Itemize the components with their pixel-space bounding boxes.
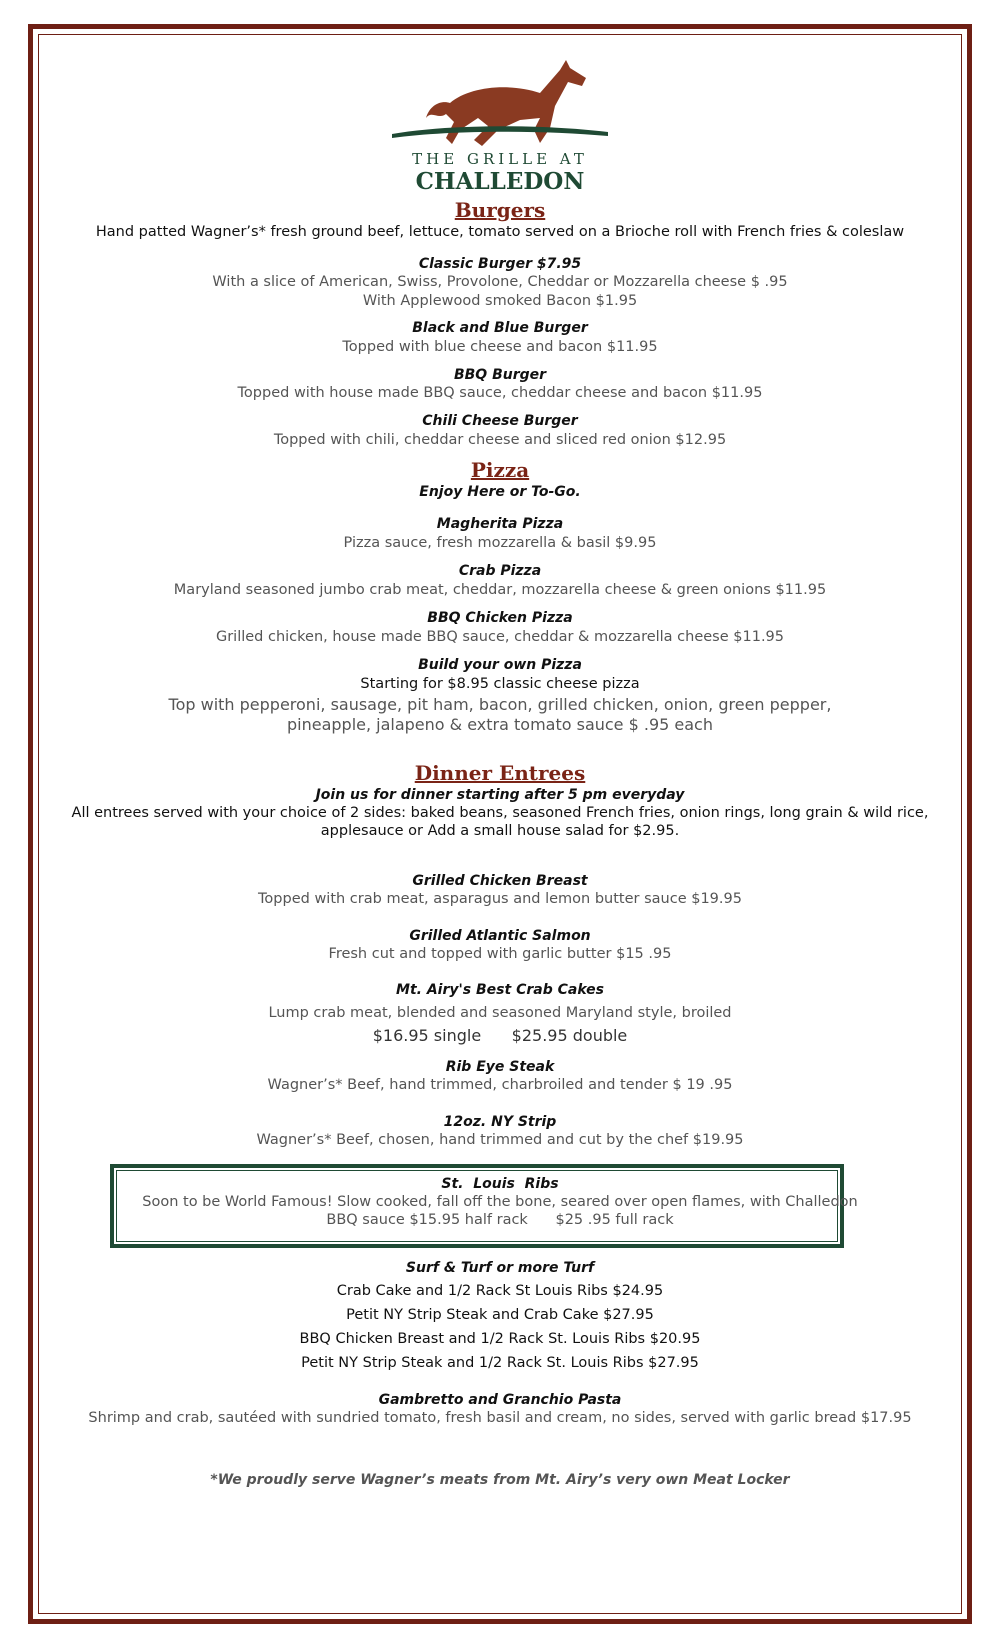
crab-pizza-name: Crab Pizza [458, 563, 542, 579]
dinner-intro-1: All entrees served with your choice of 2 sides: baked beans, seasoned French fries, onion rings, long grain & wild rice, [71, 805, 929, 821]
ribs-desc-1: Soon to be World Famous! Slow cooked, fall off the bone, seared over open flames, with Challedon [142, 1194, 858, 1210]
burgers-intro: Hand patted Wagner’s* fresh ground beef, lettuce, tomato served on a Brioche roll with French fries & coleslaw [95, 224, 905, 240]
crab-cakes-desc: Lump crab meat, blended and seasoned Maryland style, broiled [268, 1005, 732, 1021]
ny-strip-name: 12oz. NY Strip [443, 1114, 557, 1130]
chicken-breast-name: Grilled Chicken Breast [412, 873, 588, 889]
build-pizza-name: Build your own Pizza [418, 657, 582, 673]
surf-turf-line-3: BBQ Chicken Breast and 1/2 Rack St. Louis Ribs $20.95 [299, 1331, 701, 1347]
dinner-subtitle: Join us for dinner starting after 5 pm everyday [315, 787, 685, 803]
rib-eye-name: Rib Eye Steak [445, 1059, 555, 1075]
surf-turf-name: Surf & Turf or more Turf [405, 1260, 595, 1276]
crab-cakes-name: Mt. Airy's Best Crab Cakes [396, 982, 604, 998]
bbq-chicken-pizza-name: BBQ Chicken Pizza [427, 610, 573, 626]
pasta-name: Gambretto and Granchio Pasta [378, 1392, 622, 1408]
pizza-title: Pizza [470, 458, 530, 482]
ribs-name: St. Louis Ribs [441, 1176, 559, 1192]
classic-burger-desc-1: With a slice of American, Swiss, Provolone, Cheddar or Mozzarella cheese $ .95 [212, 274, 788, 290]
footnote: *We proudly serve Wagner’s meats from Mt. Airy’s very own Meat Locker [210, 1472, 790, 1488]
pizza-subtitle: Enjoy Here or To-Go. [419, 484, 581, 500]
classic-burger-name: Classic Burger $7.95 [418, 256, 582, 272]
build-pizza-desc-1: Starting for $8.95 classic cheese pizza [360, 676, 640, 692]
bbq-chicken-pizza-desc: Grilled chicken, house made BBQ sauce, cheddar & mozzarella cheese $11.95 [215, 629, 785, 645]
surf-turf-line-2: Petit NY Strip Steak and Crab Cake $27.95 [346, 1307, 654, 1323]
rib-eye-desc: Wagner’s* Beef, hand trimmed, charbroiled and tender $ 19 .95 [267, 1077, 733, 1093]
ny-strip-desc: Wagner’s* Beef, chosen, hand trimmed and cut by the chef $19.95 [256, 1132, 744, 1148]
build-pizza-desc-3: pineapple, jalapeno & extra tomato sauce $ .95 each [286, 715, 713, 734]
pasta-desc: Shrimp and crab, sautéed with sundried tomato, fresh basil and cream, no sides, served with garlic bread $17.95 [88, 1410, 912, 1426]
chili-burger-name: Chili Cheese Burger [422, 413, 578, 429]
chili-burger-desc: Topped with chili, cheddar cheese and sliced red onion $12.95 [273, 432, 727, 448]
salmon-desc: Fresh cut and topped with garlic butter $15 .95 [328, 946, 672, 962]
bbq-burger-name: BBQ Burger [453, 367, 547, 383]
chicken-breast-desc: Topped with crab meat, asparagus and lemon butter sauce $19.95 [258, 891, 742, 907]
surf-turf-line-1: Crab Cake and 1/2 Rack St Louis Ribs $24.95 [336, 1283, 664, 1299]
crab-pizza-desc: Maryland seasoned jumbo crab meat, cheddar, mozzarella cheese & green onions $11.95 [173, 582, 827, 598]
brand-line-1: THE GRILLE AT [412, 150, 588, 168]
ribs-desc-2: BBQ sauce $15.95 half rack $25 .95 full rack [326, 1212, 674, 1228]
build-pizza-desc-2: Top with pepperoni, sausage, pit ham, bacon, grilled chicken, onion, green pepper, [168, 695, 832, 714]
surf-turf-line-4: Petit NY Strip Steak and 1/2 Rack St. Louis Ribs $27.95 [301, 1355, 699, 1371]
magherita-pizza-desc: Pizza sauce, fresh mozzarella & basil $9.95 [343, 535, 657, 551]
magherita-pizza-name: Magherita Pizza [436, 516, 564, 532]
dinner-intro-2: applesauce or Add a small house salad for $2.95. [320, 823, 680, 839]
salmon-name: Grilled Atlantic Salmon [409, 928, 591, 944]
brand-line-2: CHALLEDON [415, 168, 585, 195]
burgers-title: Burgers [454, 198, 546, 222]
crab-cakes-prices: $16.95 single $25.95 double [372, 1026, 628, 1045]
classic-burger-desc-2: With Applewood smoked Bacon $1.95 [362, 293, 638, 309]
black-blue-burger-name: Black and Blue Burger [412, 320, 588, 336]
dinner-title: Dinner Entrees [414, 761, 586, 785]
bbq-burger-desc: Topped with house made BBQ sauce, cheddar cheese and bacon $11.95 [237, 385, 763, 401]
black-blue-burger-desc: Topped with blue cheese and bacon $11.95 [342, 339, 658, 355]
